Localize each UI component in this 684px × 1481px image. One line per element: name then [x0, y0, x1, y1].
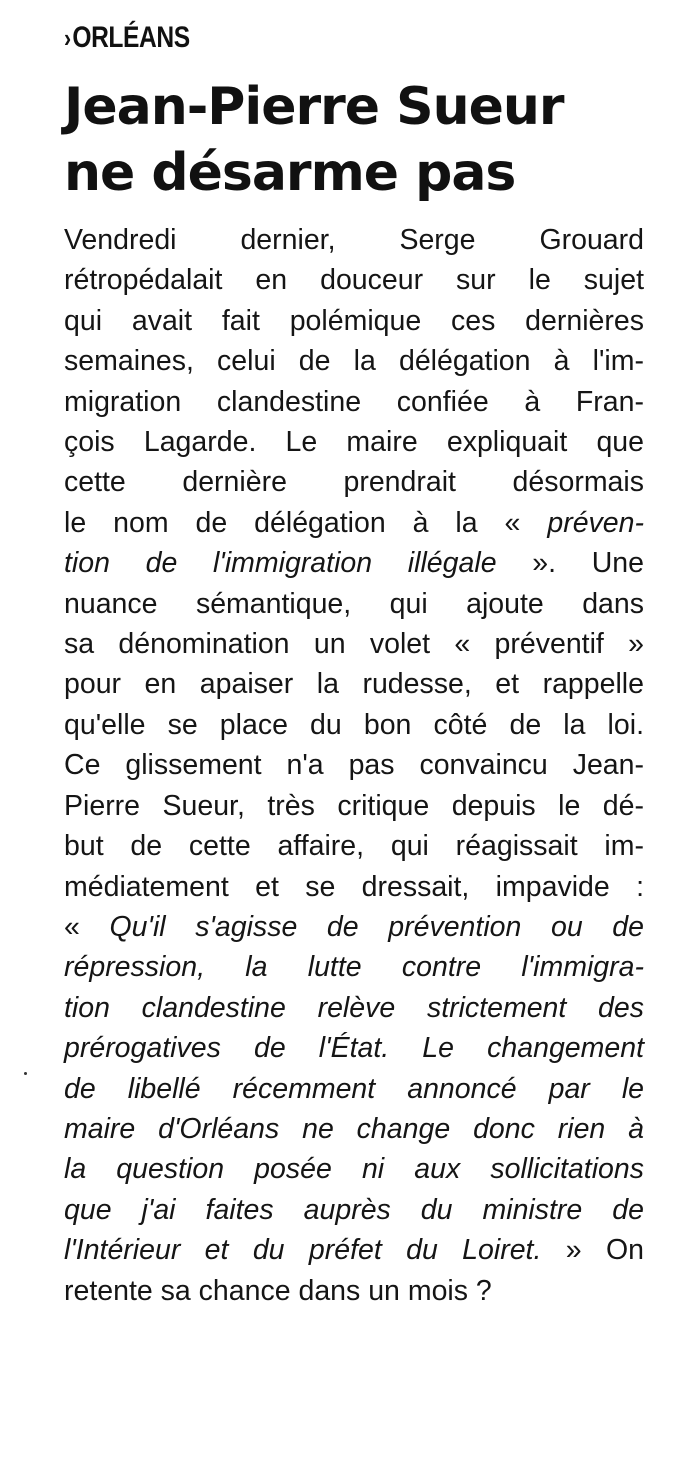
body-line [64, 301, 644, 341]
body-line [64, 1028, 644, 1068]
body-line-text: médiatement et se dressait, impavide : [64, 870, 644, 903]
body-line-text: de libellé récemment annoncé par le [64, 1072, 644, 1105]
body-line-text: l'Intérieur et du préfet du Loiret. [64, 1234, 542, 1267]
body-line [64, 907, 644, 947]
body-line-text: semaines, celui de la délégation à l'im- [64, 345, 644, 378]
body-line-text: sa dénomination un volet « préventif » [64, 628, 644, 661]
body-line [64, 1069, 644, 1109]
body-line [64, 664, 644, 704]
body-line [64, 1271, 644, 1311]
body-line-text: cette dernière prendrait désormais [64, 466, 644, 499]
body-line [64, 584, 644, 624]
body-line [64, 826, 644, 866]
body-line-text: but de cette affaire, qui réagissait im- [64, 830, 644, 863]
body-line-text: « [64, 910, 110, 943]
body-line [64, 786, 644, 826]
body-line [64, 988, 644, 1028]
headline-line-1: Jean-Pierre Sueur [64, 77, 564, 137]
print-speck [24, 1072, 27, 1075]
body-line-text: Pierre Sueur, très critique depuis le dé- [64, 789, 644, 822]
body-line-text: rétropédalait en douceur sur le sujet [64, 264, 644, 297]
body-line [64, 1109, 644, 1149]
body-line [64, 503, 644, 543]
body-line [64, 624, 644, 664]
body-line [64, 220, 644, 260]
headline [64, 74, 644, 206]
body-line-italic-part: préven- [547, 506, 644, 539]
body-line-text: migration clandestine confiée à Fran- [64, 385, 644, 418]
body-line [64, 382, 644, 422]
body-line-text: qu'elle se place du bon côté de la loi. [64, 708, 644, 741]
body-line-text: qui avait fait polémique ces dernières [64, 304, 644, 337]
body-line-text: que j'ai faites auprès du ministre de [64, 1193, 644, 1226]
body-line-text: pour en apaiser la rudesse, et rappelle [64, 668, 644, 701]
body-line-roman-part: ». Une [496, 547, 644, 580]
body-line [64, 1149, 644, 1189]
body-line [64, 422, 644, 462]
body-line [64, 462, 644, 502]
body-line-text: çois Lagarde. Le maire expliquait que [64, 426, 644, 459]
article-body [64, 220, 644, 1311]
body-line [64, 543, 644, 583]
body-line-italic-part: Qu'il s'agisse de prévention ou de [109, 910, 644, 943]
section-label [64, 18, 540, 58]
body-line-text: répression, la lutte contre l'immigra- [64, 951, 644, 984]
body-line [64, 745, 644, 785]
body-line [64, 867, 644, 907]
headline-line-2: ne désarme pas [64, 143, 516, 203]
body-line-text: prérogatives de l'État. Le changement [64, 1032, 644, 1065]
body-line-text: tion clandestine relève strictement des [64, 991, 644, 1024]
body-line [64, 705, 644, 745]
body-line-text: Vendredi dernier, Serge Grouard [64, 224, 644, 256]
body-line-text: nuance sémantique, qui ajoute dans [64, 587, 644, 620]
body-line [64, 947, 644, 987]
body-line-text: le nom de délégation à la « [64, 506, 548, 539]
body-line-text: retente sa chance dans un mois ? [64, 1274, 492, 1307]
section-arrow-icon: › [64, 23, 71, 53]
body-line-text: tion de l'immigration illégale [64, 547, 497, 580]
body-line-text: la question posée ni aux sollicitations [64, 1153, 644, 1186]
body-line [64, 341, 644, 381]
body-line-text: maire d'Orléans ne change donc rien à [64, 1112, 644, 1145]
body-line [64, 1230, 644, 1270]
section-name: ORLÉANS [72, 21, 190, 54]
body-line [64, 1190, 644, 1230]
body-line-roman-part: » On [541, 1234, 644, 1267]
body-line [64, 260, 644, 300]
body-line-text: Ce glissement n'a pas convaincu Jean- [64, 749, 644, 782]
